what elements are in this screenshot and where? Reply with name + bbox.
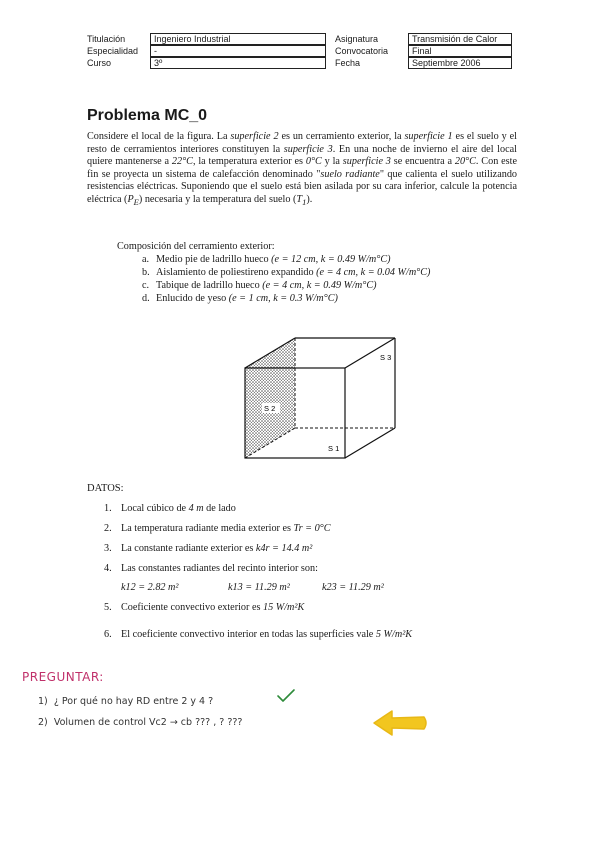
datos-item: 6. El coeficiente convectivo interior en todas las superficies vale 5 W/m²K bbox=[104, 629, 413, 640]
asignatura-value: Transmisión de Calor bbox=[408, 33, 512, 45]
asignatura-label: Asignatura bbox=[335, 34, 379, 44]
datos-item: 1. Local cúbico de 4 m de lado bbox=[104, 503, 236, 514]
notes-heading: PREGUNTAR: bbox=[22, 670, 104, 684]
datos-item: 3. La constante radiante exterior es k4r = 14.4 m² bbox=[104, 543, 313, 554]
titulacion-value: Ingeniero Industrial bbox=[150, 33, 326, 45]
check-mark-icon bbox=[276, 688, 296, 704]
s2-wall-shading bbox=[245, 338, 295, 458]
curso-label: Curso bbox=[87, 58, 112, 68]
fecha-value: Septiembre 2006 bbox=[408, 57, 512, 69]
convocatoria-label: Convocatoria bbox=[335, 46, 389, 56]
composition-title: Composición del cerramiento exterior: bbox=[117, 241, 275, 252]
note-line-2: 2) Volumen de control Vc2 → cb ??? , ? ??? bbox=[38, 717, 243, 728]
datos-item: 5. Coeficiente convectivo exterior es 15 W/m²K bbox=[104, 602, 305, 613]
datos-item: 4. Las constantes radiantes del recinto interior son: bbox=[104, 563, 318, 574]
s3-label: S 3 bbox=[380, 353, 392, 362]
composition-item: a. Medio pie de ladrillo hueco (e = 12 cm, k = 0.49 W/m°C) bbox=[142, 254, 391, 265]
especialidad-value: - bbox=[150, 45, 326, 57]
s1-label: S 1 bbox=[328, 444, 340, 453]
problem-title: Problema MC_0 bbox=[87, 107, 208, 124]
arrow-left-icon bbox=[368, 706, 430, 740]
k13-value: k13 = 11.29 m² bbox=[228, 582, 290, 593]
k12-value: k12 = 2.82 m² bbox=[121, 582, 179, 593]
cube-figure bbox=[240, 333, 400, 473]
titulacion-label: Titulación bbox=[87, 34, 126, 44]
composition-item: b. Aislamiento de poliestireno expandido (e = 4 cm, k = 0.04 W/m°C) bbox=[142, 267, 431, 278]
composition-item: d. Enlucido de yeso (e = 1 cm, k = 0.3 W/m°C) bbox=[142, 293, 338, 304]
problem-statement: Considere el local de la figura. La superficie 2 es un cerramiento exterior, la superficie 1 es el suelo y el resto de cerramientos interiores constituyen la superficie 3. En una noche de invierno el aire del local quiere mantenerse a 22°C, la temperatura exterior es 0°C y la superficie 3 se encuentra a 20°C. Con este fin se proyecta un sistema de calefacción denominado "suelo radiante" que calienta el suelo utilizando resistencias eléctricas. Suponiendo que el suelo está bien asilada por su cara inferior, calcule la potencia eléctrica $(P_E)$ necesaria y la temperatura del suelo $(T_1)$. bbox=[87, 131, 518, 207]
curso-value: 3º bbox=[150, 57, 326, 69]
datos-item: 2. La temperatura radiante media exterior es Tr = 0°C bbox=[104, 523, 331, 534]
datos-title: DATOS: bbox=[87, 483, 124, 494]
note-line-1: 1) ¿ Por qué no hay RD entre 2 y 4 ? bbox=[38, 696, 214, 707]
s2-label: S 2 bbox=[264, 404, 276, 413]
fecha-label: Fecha bbox=[335, 58, 361, 68]
especialidad-label: Especialidad bbox=[87, 46, 139, 56]
k23-value: k23 = 11.29 m² bbox=[322, 582, 384, 593]
convocatoria-value: Final bbox=[408, 45, 512, 57]
composition-item: c. Tabique de ladrillo hueco (e = 4 cm, k = 0.49 W/m°C) bbox=[142, 280, 377, 291]
